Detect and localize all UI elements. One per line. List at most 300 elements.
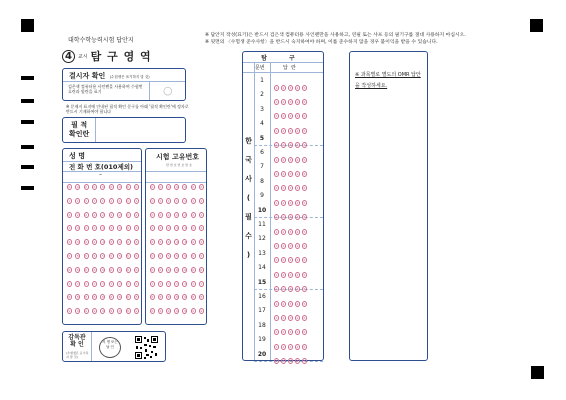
subject-area: 탐 구 영 역 — [90, 50, 152, 63]
answer-bubble[interactable]: 5 — [303, 272, 306, 277]
answer-bubble[interactable]: 1 — [275, 99, 278, 104]
digit-bubble[interactable]: 8 — [151, 295, 154, 300]
digit-bubble[interactable]: 6 — [167, 267, 170, 272]
answer-bubble[interactable]: 1 — [275, 128, 278, 133]
answer-bubble[interactable]: 4 — [296, 258, 299, 263]
registration-mark-top-right — [530, 19, 543, 32]
answer-bubble[interactable]: 1 — [275, 243, 278, 248]
digit-bubble[interactable]: 7 — [93, 281, 96, 286]
digit-bubble[interactable]: 7 — [110, 281, 113, 286]
answer-bubble[interactable]: 1 — [275, 359, 278, 364]
digit-bubble[interactable]: 7 — [68, 281, 71, 286]
answer-bubble[interactable]: 4 — [296, 344, 299, 349]
digit-bubble[interactable]: 3 — [159, 226, 162, 231]
digit-bubble[interactable]: 5 — [175, 254, 178, 258]
timing-mark — [21, 99, 34, 103]
digit-bubble[interactable]: 4 — [167, 240, 170, 245]
answer-bubble[interactable]: 5 — [303, 243, 306, 248]
answer-bubble[interactable]: 4 — [296, 301, 299, 306]
answer-bubble[interactable]: 3 — [289, 171, 292, 176]
digit-bubble[interactable]: 1 — [93, 198, 96, 203]
digit-bubble[interactable]: 0 — [192, 185, 195, 189]
answer-bubble[interactable]: 3 — [289, 99, 292, 104]
answer-bubble[interactable]: 5 — [303, 330, 306, 335]
answer-row — [254, 74, 323, 88]
digit-bubble[interactable]: 1 — [127, 198, 130, 203]
digit-bubble[interactable]: 8 — [101, 295, 104, 300]
exam-number-sub: 반 번 호 번 호 번 호 — [166, 163, 193, 167]
question-number: 17 — [258, 307, 266, 315]
question-number: 7 — [260, 163, 264, 171]
digit-bubble[interactable]: 0 — [175, 185, 178, 189]
digit-bubble[interactable]: 8 — [68, 295, 71, 300]
digit-bubble[interactable]: 9 — [135, 309, 138, 314]
answer-bubble[interactable]: 3 — [289, 229, 292, 234]
digit-bubble[interactable]: 4 — [159, 240, 162, 245]
answer-bubble[interactable]: 1 — [275, 171, 278, 176]
digit-bubble[interactable]: 6 — [93, 267, 96, 272]
digit-bubble[interactable]: 1 — [68, 198, 71, 203]
digit-bubble[interactable]: 4 — [118, 240, 121, 245]
timing-mark — [21, 186, 34, 190]
question-number: 14 — [258, 264, 266, 272]
answer-bubble[interactable]: 1 — [275, 301, 278, 306]
answer-bubble[interactable]: 2 — [282, 344, 285, 349]
answer-bubble[interactable]: 2 — [282, 99, 285, 104]
digit-bubble[interactable]: 2 — [76, 212, 79, 217]
answer-bubble[interactable]: 2 — [282, 315, 285, 320]
answer-bubble[interactable]: 1 — [275, 258, 278, 263]
answer-bubble[interactable]: 5 — [303, 114, 306, 119]
answer-bubble[interactable]: 3 — [289, 243, 292, 248]
question-number: 18 — [258, 321, 266, 329]
question-number: 4 — [260, 120, 264, 128]
qr-code-icon — [134, 335, 159, 360]
digit-bubble[interactable]: 9 — [184, 309, 186, 314]
digit-bubble[interactable]: 8 — [118, 295, 121, 300]
answer-bubble[interactable]: 5 — [303, 157, 306, 162]
digit-bubble[interactable]: 1 — [101, 198, 104, 203]
digit-bubble[interactable]: 2 — [85, 212, 88, 217]
digit-bubble[interactable]: 5 — [93, 254, 96, 258]
answer-bubble[interactable]: 2 — [282, 143, 285, 148]
digit-bubble[interactable]: 1 — [85, 198, 88, 203]
absent-subtitle-text: (수험생은 표기하지 말 것) — [109, 75, 150, 79]
digit-bubble[interactable]: 9 — [175, 309, 178, 314]
answer-bubble[interactable]: 3 — [289, 215, 292, 220]
answer-bubble[interactable]: 2 — [282, 157, 285, 162]
answer-bubble[interactable]: 2 — [282, 258, 285, 263]
digit-bubble[interactable]: 8 — [135, 295, 138, 300]
answer-bubble[interactable]: 4 — [296, 215, 299, 220]
answer-bubble[interactable]: 3 — [289, 344, 292, 349]
digit-bubble[interactable]: 0 — [167, 185, 170, 189]
answer-bubble[interactable]: 2 — [282, 85, 285, 90]
answer-row — [254, 117, 323, 131]
digit-bubble[interactable]: 7 — [192, 281, 195, 286]
answer-bubble[interactable]: 1 — [275, 229, 278, 234]
digit-bubble[interactable]: 9 — [151, 309, 154, 314]
digit-bubble[interactable]: 3 — [93, 226, 96, 231]
answer-bubble[interactable]: 3 — [289, 128, 292, 133]
answer-bubble[interactable]: 1 — [275, 344, 278, 349]
digit-bubble[interactable]: 0 — [76, 185, 79, 189]
digit-bubble[interactable]: 8 — [184, 295, 186, 300]
digit-bubble[interactable]: 6 — [135, 267, 138, 272]
answer-bubble[interactable]: 5 — [303, 200, 306, 205]
answer-bubble[interactable]: 4 — [296, 287, 299, 292]
digit-bubble[interactable]: 7 — [85, 281, 88, 286]
digit-bubble[interactable]: 8 — [175, 295, 178, 300]
digit-bubble[interactable]: 8 — [127, 295, 130, 300]
digit-bubble[interactable]: 3 — [200, 226, 203, 231]
answer-bubble[interactable]: 4 — [296, 315, 299, 320]
digit-bubble[interactable]: 4 — [200, 240, 203, 245]
digit-bubble[interactable]: 8 — [159, 295, 162, 300]
proctor-label — [67, 334, 87, 348]
answer-bubble[interactable]: 3 — [289, 272, 292, 277]
answer-bubble[interactable]: 1 — [275, 287, 278, 292]
digit-bubble[interactable]: 9 — [93, 309, 96, 314]
digit-bubble[interactable]: 1 — [151, 198, 154, 203]
digit-bubble[interactable]: 0 — [135, 185, 138, 189]
digit-bubble[interactable]: 0 — [118, 185, 121, 189]
digit-bubble[interactable]: 3 — [85, 226, 88, 231]
answer-bubble[interactable]: 4 — [296, 128, 299, 133]
digit-bubble[interactable]: 9 — [127, 309, 130, 314]
answer-bubble[interactable]: 1 — [275, 315, 278, 320]
answer-bubble[interactable]: 5 — [303, 128, 306, 133]
digit-bubble[interactable]: 4 — [184, 240, 186, 245]
answer-bubble[interactable]: 5 — [303, 143, 306, 148]
answer-bubble[interactable]: 1 — [275, 186, 278, 191]
digit-bubble[interactable]: 0 — [110, 185, 113, 189]
digit-bubble[interactable]: 3 — [151, 226, 154, 231]
digit-bubble[interactable]: 1 — [175, 198, 178, 203]
digit-bubble[interactable]: 7 — [76, 281, 79, 286]
digit-bubble[interactable]: 5 — [192, 254, 195, 258]
absent-check-box — [62, 68, 186, 101]
answer-bubble[interactable]: 5 — [303, 186, 306, 191]
answer-bubble[interactable]: 3 — [289, 258, 292, 263]
digit-bubble[interactable]: 7 — [151, 281, 154, 286]
answer-bubble[interactable]: 4 — [296, 200, 299, 205]
answer-bubble[interactable]: 3 — [289, 330, 292, 335]
digit-bubble[interactable]: 0 — [159, 185, 162, 189]
proctor-box — [62, 331, 166, 362]
digit-bubble[interactable]: 7 — [175, 281, 178, 286]
digit-bubble[interactable]: 8 — [200, 295, 203, 300]
digit-bubble[interactable]: 4 — [76, 240, 79, 245]
answer-bubble[interactable]: 1 — [275, 272, 278, 277]
answer-bubble[interactable]: 1 — [275, 114, 278, 119]
answer-bubble[interactable]: 5 — [303, 258, 306, 263]
digit-bubble[interactable]: 2 — [151, 212, 154, 217]
subject-vertical-label — [244, 132, 253, 265]
digit-bubble[interactable]: 2 — [127, 212, 130, 217]
digit-bubble[interactable]: 6 — [159, 267, 162, 272]
answer-bubble[interactable]: 2 — [282, 243, 285, 248]
digit-bubble[interactable]: 0 — [200, 185, 203, 189]
answer-bubble[interactable]: 2 — [282, 171, 285, 176]
answer-bubble[interactable]: 1 — [275, 330, 278, 335]
digit-bubble[interactable]: 2 — [135, 212, 138, 217]
side-note: ※ 과목별로 별도의 OMR 답안을 작성하세요. — [355, 72, 421, 89]
timing-mark — [21, 76, 34, 80]
answer-rows — [254, 74, 323, 364]
digit-bubble[interactable]: 9 — [68, 309, 71, 314]
answer-bubble[interactable]: 2 — [282, 186, 285, 191]
digit-bubble[interactable]: 2 — [192, 212, 195, 217]
answer-row — [254, 132, 323, 146]
digit-bubble[interactable]: 7 — [118, 281, 121, 286]
digit-bubble[interactable]: 6 — [68, 267, 71, 272]
answer-bubble[interactable]: 2 — [282, 287, 285, 292]
answer-bubble[interactable]: 2 — [282, 272, 285, 277]
digit-bubble[interactable]: 3 — [175, 226, 178, 231]
digit-bubble[interactable]: 9 — [192, 309, 195, 314]
digit-bubble[interactable]: 2 — [68, 212, 71, 217]
digit-bubble[interactable]: 3 — [118, 226, 121, 231]
absent-title-text: 결시자 확인 — [69, 72, 106, 80]
digit-bubble[interactable]: 2 — [184, 212, 186, 217]
digit-bubble[interactable]: 4 — [127, 240, 130, 245]
digit-bubble[interactable]: 2 — [159, 212, 162, 217]
answer-bubble[interactable]: 4 — [296, 359, 299, 364]
digit-bubble[interactable]: 7 — [127, 281, 130, 286]
digit-bubble[interactable]: 3 — [184, 226, 186, 231]
digit-bubble[interactable]: 3 — [110, 226, 113, 231]
digit-bubble[interactable]: 4 — [192, 240, 195, 245]
digit-bubble[interactable]: 9 — [85, 309, 88, 314]
answer-bubble[interactable]: 4 — [296, 272, 299, 277]
digit-bubble[interactable]: 8 — [76, 295, 79, 300]
digit-bubble[interactable]: 1 — [118, 198, 121, 203]
digit-bubble[interactable]: 5 — [167, 254, 170, 258]
digit-bubble[interactable]: 1 — [159, 198, 162, 203]
answer-bubble[interactable]: 2 — [282, 215, 285, 220]
answer-bubble[interactable]: 2 — [282, 200, 285, 205]
digit-bubble[interactable]: 1 — [135, 198, 138, 203]
answer-bubble[interactable]: 1 — [275, 157, 278, 162]
digit-bubble[interactable]: 5 — [184, 254, 186, 258]
digit-bubble[interactable]: 3 — [135, 226, 138, 231]
digit-bubble[interactable]: 5 — [159, 254, 162, 258]
digit-bubble[interactable]: 3 — [101, 226, 104, 231]
digit-bubble[interactable]: 5 — [135, 254, 138, 258]
digit-bubble[interactable]: 3 — [76, 226, 79, 231]
digit-bubble[interactable]: 4 — [85, 240, 88, 245]
answer-bubble[interactable]: 2 — [282, 114, 285, 119]
answer-bubble[interactable]: 5 — [303, 85, 306, 90]
digit-bubble[interactable]: 6 — [85, 267, 88, 272]
digit-bubble[interactable]: 9 — [200, 309, 203, 314]
digit-bubble[interactable]: 5 — [110, 254, 113, 258]
digit-bubble[interactable]: 6 — [200, 267, 203, 272]
digit-bubble[interactable]: 2 — [110, 212, 113, 217]
digit-bubble[interactable]: 0 — [151, 185, 154, 189]
answer-row — [254, 333, 323, 347]
answer-bubble[interactable]: 4 — [296, 114, 299, 119]
answer-bubble[interactable]: 3 — [289, 114, 292, 119]
digit-bubble[interactable]: 8 — [93, 295, 96, 300]
digit-bubble[interactable]: 5 — [118, 254, 121, 258]
subject-vertical-text: 한 국 사 ( 필 수 ) — [245, 137, 252, 259]
answer-bubble[interactable]: 3 — [289, 85, 292, 90]
answer-bubble[interactable]: 3 — [289, 157, 292, 162]
answer-column — [242, 51, 324, 364]
timing-mark — [21, 165, 34, 169]
answer-bubble[interactable]: 5 — [303, 344, 306, 349]
answer-bubble[interactable]: 3 — [289, 287, 292, 292]
answer-bubble[interactable]: 3 — [289, 186, 292, 191]
digit-bubble[interactable]: 4 — [135, 240, 138, 245]
digit-bubble[interactable]: 5 — [151, 254, 154, 258]
digit-bubble[interactable]: 7 — [200, 281, 203, 286]
digit-bubble[interactable]: 3 — [127, 226, 130, 231]
answer-bubble[interactable]: 5 — [303, 301, 306, 306]
digit-bubble[interactable]: 1 — [110, 198, 113, 203]
answer-row — [254, 261, 323, 275]
answer-bubble[interactable]: 3 — [289, 359, 292, 364]
answer-bubble[interactable]: 2 — [282, 330, 285, 335]
digit-bubble[interactable]: 5 — [101, 254, 104, 258]
answer-row — [254, 276, 323, 290]
answer-bubble[interactable]: 4 — [296, 186, 299, 191]
digit-bubble[interactable]: 4 — [110, 240, 113, 245]
answer-bubble[interactable]: 5 — [303, 315, 306, 320]
digit-bubble[interactable]: 6 — [184, 267, 186, 272]
digit-bubble[interactable]: 6 — [118, 267, 121, 272]
absent-check-title — [69, 71, 150, 81]
digit-bubble[interactable]: 0 — [127, 185, 130, 189]
handwriting-field[interactable] — [97, 120, 183, 140]
digit-bubble[interactable]: 9 — [110, 309, 113, 314]
answer-bubble[interactable]: 4 — [296, 171, 299, 176]
answer-bubble[interactable]: 1 — [275, 143, 278, 148]
answer-bubble[interactable]: 2 — [282, 301, 285, 306]
digit-bubble[interactable]: 0 — [68, 185, 71, 189]
digit-bubble[interactable]: 0 — [184, 185, 186, 189]
answer-bubble[interactable]: 3 — [289, 200, 292, 205]
digit-bubble[interactable]: 9 — [101, 309, 104, 314]
digit-bubble[interactable]: 5 — [127, 254, 130, 258]
digit-bubble[interactable]: 2 — [167, 212, 170, 217]
answer-bubble[interactable]: 5 — [303, 171, 306, 176]
digit-bubble[interactable]: 4 — [93, 240, 96, 245]
answer-bubble[interactable]: 5 — [303, 215, 306, 220]
digit-bubble[interactable]: 6 — [127, 267, 130, 272]
answer-header: 답 란 — [283, 65, 296, 71]
digit-bubble[interactable]: 9 — [167, 309, 170, 314]
digit-bubble[interactable]: 8 — [110, 295, 113, 300]
answer-bubble[interactable]: 5 — [303, 287, 306, 292]
answer-row — [254, 103, 323, 117]
digit-bubble[interactable]: 0 — [93, 185, 96, 189]
digit-bubble[interactable]: 7 — [135, 281, 138, 286]
answer-bubble[interactable]: 1 — [275, 215, 278, 220]
digit-bubble[interactable]: 1 — [76, 198, 79, 203]
digit-bubble[interactable]: 7 — [101, 281, 104, 286]
digit-bubble[interactable]: 2 — [93, 212, 96, 217]
digit-bubble[interactable]: 9 — [159, 309, 162, 314]
digit-bubble[interactable]: 6 — [192, 267, 195, 272]
answer-bubble[interactable]: 5 — [303, 229, 306, 234]
proctor-seal[interactable]: 서 명 또는 날 인 — [99, 337, 121, 358]
handwriting-note: ※ 문제지 표지에 안내된 필적 확인 문구를 아래 '필적 확인란'에 정자로 반드시 기재하여야 합니다 — [66, 104, 189, 114]
digit-bubble[interactable]: 9 — [76, 309, 79, 314]
digit-bubble[interactable]: 2 — [118, 212, 121, 217]
answer-bubble[interactable]: 4 — [296, 330, 299, 335]
answer-bubble[interactable]: 3 — [289, 315, 292, 320]
answer-row — [254, 232, 323, 246]
digit-bubble[interactable]: 1 — [167, 198, 170, 203]
digit-bubble[interactable]: 5 — [76, 254, 79, 258]
digit-bubble[interactable]: 6 — [76, 267, 79, 272]
digit-bubble[interactable]: 5 — [68, 254, 71, 258]
answer-bubble[interactable]: 2 — [282, 128, 285, 133]
answer-bubble[interactable]: 3 — [289, 143, 292, 148]
digit-bubble[interactable]: 1 — [200, 198, 203, 203]
digit-bubble[interactable]: 2 — [101, 212, 104, 217]
digit-bubble[interactable]: 4 — [101, 240, 104, 245]
digit-bubble[interactable]: 3 — [68, 226, 71, 231]
digit-bubble[interactable]: 7 — [167, 281, 170, 286]
digit-bubble[interactable]: 6 — [110, 267, 113, 272]
digit-bubble[interactable]: 4 — [151, 240, 154, 245]
answer-bubble[interactable]: 2 — [282, 229, 285, 234]
digit-bubble[interactable]: 8 — [85, 295, 88, 300]
digit-bubble[interactable]: 3 — [192, 226, 195, 231]
digit-bubble[interactable]: 9 — [118, 309, 121, 314]
digit-bubble[interactable]: 1 — [184, 198, 186, 203]
proctor-label-2: 확 인 — [70, 341, 84, 348]
answer-bubble[interactable]: 4 — [296, 243, 299, 248]
answer-bubble[interactable]: 1 — [275, 200, 278, 205]
absent-check-bubble[interactable]: ○ — [163, 84, 173, 97]
exam-number-bubble-grid — [148, 184, 206, 324]
answer-bubble[interactable]: 5 — [303, 99, 306, 104]
digit-bubble[interactable]: 0 — [85, 185, 88, 189]
digit-bubble[interactable]: 4 — [175, 240, 178, 245]
digit-bubble[interactable]: 6 — [175, 267, 178, 272]
digit-bubble[interactable]: 5 — [200, 254, 203, 258]
digit-bubble[interactable]: 2 — [200, 212, 203, 217]
digit-bubble[interactable]: 0 — [101, 185, 104, 189]
timing-mark — [21, 120, 34, 124]
digit-bubble[interactable]: 6 — [151, 267, 154, 272]
digit-bubble[interactable]: 4 — [68, 240, 71, 245]
digit-bubble[interactable]: 5 — [85, 254, 88, 258]
digit-bubble[interactable]: 6 — [101, 267, 104, 272]
answer-bubble[interactable]: 5 — [303, 359, 306, 364]
digit-bubble[interactable]: 3 — [167, 226, 170, 231]
answer-bubble[interactable]: 4 — [296, 85, 299, 90]
digit-bubble[interactable]: 8 — [192, 295, 195, 300]
digit-bubble[interactable]: 7 — [159, 281, 162, 286]
answer-bubble[interactable]: 2 — [282, 359, 285, 364]
digit-bubble[interactable]: 2 — [175, 212, 178, 217]
digit-bubble[interactable]: 8 — [167, 295, 170, 300]
answer-bubble[interactable]: 4 — [296, 229, 299, 234]
answer-bubble[interactable]: 1 — [275, 85, 278, 90]
answer-bubble[interactable]: 4 — [296, 99, 299, 104]
answer-bubble[interactable]: 3 — [289, 301, 292, 306]
answer-bubble[interactable]: 4 — [296, 157, 299, 162]
answer-bubble[interactable]: 4 — [296, 143, 299, 148]
digit-bubble[interactable]: 7 — [184, 281, 186, 286]
digit-bubble[interactable]: 1 — [192, 198, 195, 203]
